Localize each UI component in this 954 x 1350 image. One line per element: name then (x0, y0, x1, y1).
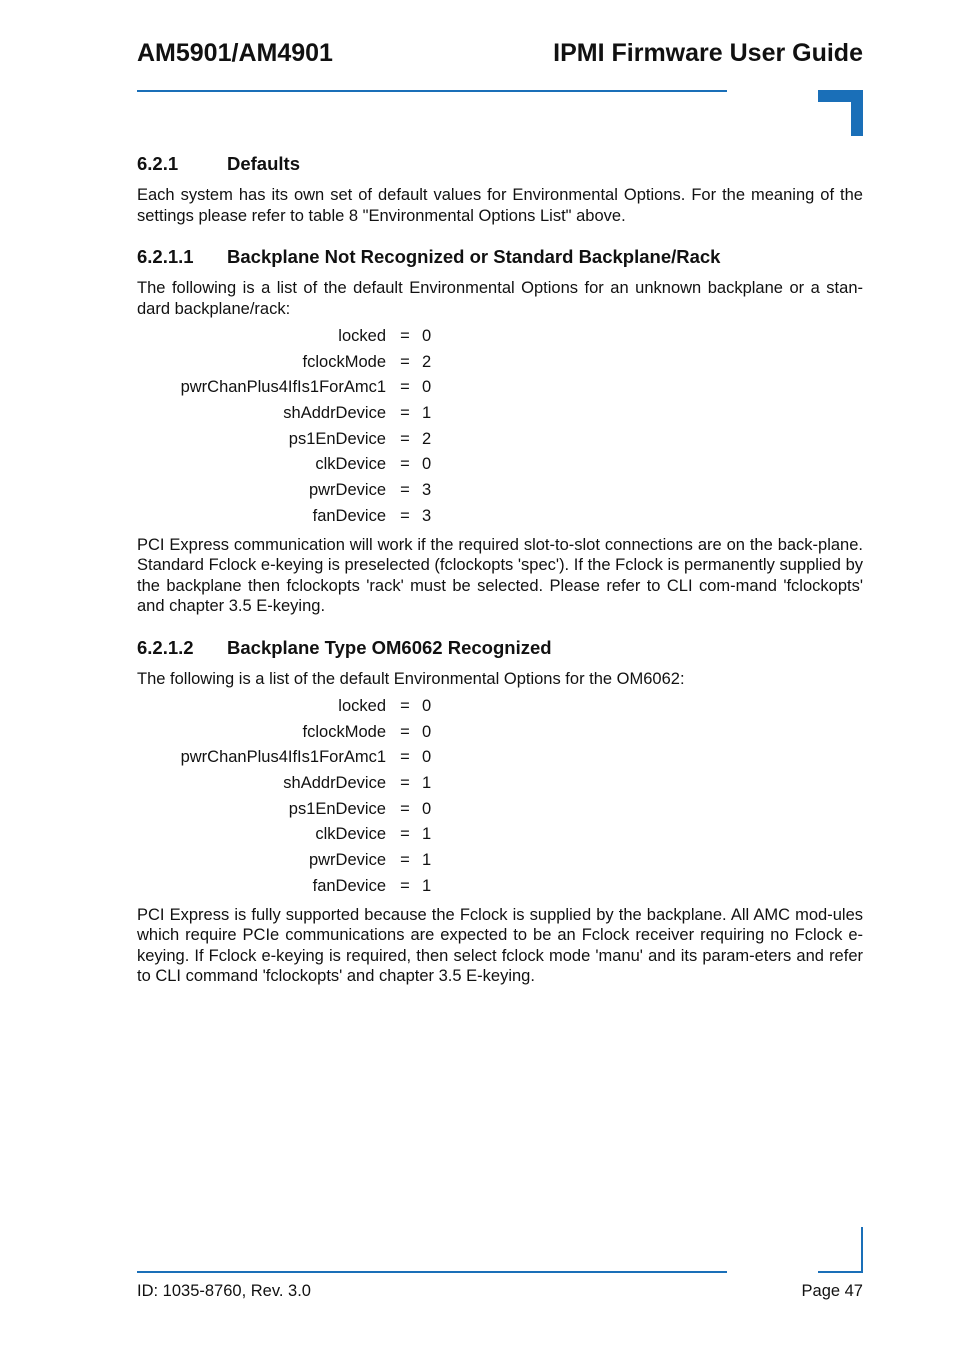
option-equals: = (400, 876, 410, 895)
header-guide-title: IPMI Firmware User Guide (553, 39, 863, 67)
option-value: 1 (422, 876, 432, 895)
option-equals: = (400, 352, 410, 371)
option-value: 0 (422, 722, 432, 741)
option-key: fanDevice (312, 506, 386, 525)
option-equals: = (400, 697, 410, 715)
section-title: Backplane Type OM6062 Recognized (227, 636, 552, 658)
footer-page-number: Page 47 (801, 1282, 863, 1300)
footer-corner-mark (818, 1227, 863, 1273)
option-row (137, 720, 863, 746)
option-key: clkDevice (315, 455, 386, 474)
option-key: fanDevice (312, 876, 386, 895)
option-key: ps1EnDevice (288, 429, 386, 448)
option-value: 1 (422, 774, 432, 793)
option-value: 2 (422, 429, 432, 448)
section-number: 6.2.1.2 (137, 636, 194, 658)
option-key: pwrDevice (308, 851, 386, 870)
option-value: 0 (422, 455, 432, 474)
pci-express-paragraph-standard: PCI Express communication will work if the required slot-to-slot connections are on the back-plane. Standard Fclock e-keying is preselected (fclockopts 'spec'). If the Fclock is permanently supplied by the backplane then fclockopts 'rack' must be selected. Please refer to CLI com-mand 'fclockopts' and chapter 3.5 E-keying. (137, 535, 863, 615)
header-rule (137, 90, 727, 92)
option-key: fclockMode (302, 352, 386, 371)
option-row (137, 401, 863, 427)
options-list-standard (137, 324, 863, 530)
option-key: shAddrDevice (283, 774, 386, 793)
option-key: pwrChanPlus4IfIs1ForAmc1 (180, 748, 386, 767)
option-equals: = (400, 851, 410, 870)
option-key: locked (338, 697, 386, 715)
option-equals: = (400, 506, 410, 525)
option-row (137, 452, 863, 478)
section-heading-6-2-1-2 (137, 636, 863, 660)
option-row (137, 745, 863, 771)
section-number: 6.2.1.1 (137, 246, 194, 267)
option-value: 3 (422, 506, 432, 525)
section-heading-6-2-1 (137, 152, 863, 176)
option-value: 0 (422, 327, 432, 345)
option-equals: = (400, 774, 410, 793)
option-value: 1 (422, 825, 432, 844)
option-row (137, 822, 863, 848)
option-equals: = (400, 799, 410, 818)
option-row (137, 504, 863, 530)
option-equals: = (400, 481, 410, 500)
option-equals: = (400, 429, 410, 448)
option-row (137, 375, 863, 401)
option-equals: = (400, 378, 410, 397)
option-value: 2 (422, 352, 432, 371)
option-value: 1 (422, 404, 432, 423)
section-heading-6-2-1-1 (137, 245, 863, 269)
option-row (137, 848, 863, 874)
option-value: 3 (422, 481, 432, 500)
option-equals: = (400, 404, 410, 423)
page-body (137, 152, 863, 987)
intro-paragraph-om6062: The following is a list of the default Environmental Options for the OM6062: (137, 669, 685, 688)
option-key: pwrDevice (308, 481, 386, 500)
option-row (137, 771, 863, 797)
footer-rule (137, 1271, 727, 1273)
option-equals: = (400, 722, 410, 741)
option-value: 0 (422, 799, 432, 818)
option-key: pwrChanPlus4IfIs1ForAmc1 (180, 378, 386, 397)
option-equals: = (400, 748, 410, 767)
pci-express-paragraph-om6062: PCI Express is fully supported because the Fclock is supplied by the backplane. All AMC mod-ules which require PCIe communications are expected to be an Fclock receiver requiring no Fclock e-keying. If Fclock e-keying is required, then select fclock mode 'manu' and its param-eters and refer to CLI command 'fclockopts' and chapter 3.5 E-keying. (137, 905, 863, 985)
header-product-title: AM5901/AM4901 (137, 39, 333, 67)
option-key: clkDevice (315, 825, 386, 844)
section-number: 6.2.1 (137, 153, 179, 174)
option-row (137, 874, 863, 900)
header-corner-mark (818, 90, 863, 136)
option-key: locked (338, 327, 386, 345)
section-title: Backplane Not Recognized or Standard Backplane/Rack (227, 246, 721, 267)
option-key: shAddrDevice (283, 404, 386, 423)
option-row (137, 324, 863, 350)
option-value: 0 (422, 378, 432, 397)
option-equals: = (400, 327, 410, 345)
option-value: 0 (422, 748, 432, 767)
options-list-om6062 (137, 694, 863, 900)
defaults-paragraph: Each system has its own set of default values for Environmental Options. For the meaning of the settings please refer to table 8 "Environmental Options List" above. (137, 186, 863, 225)
option-equals: = (400, 455, 410, 474)
option-row (137, 350, 863, 376)
option-row (137, 478, 863, 504)
option-equals: = (400, 825, 410, 844)
option-key: fclockMode (302, 722, 386, 741)
option-row (137, 797, 863, 823)
option-key: ps1EnDevice (288, 799, 386, 818)
intro-paragraph-standard: The following is a list of the default Environmental Options for an unknown backplane or a stan-dard backplane/rack: (137, 279, 863, 318)
section-title: Defaults (227, 153, 300, 174)
option-row (137, 427, 863, 453)
option-value: 1 (422, 851, 432, 870)
option-row (137, 694, 863, 720)
footer-document-id: ID: 1035-8760, Rev. 3.0 (137, 1282, 311, 1300)
option-value: 0 (422, 697, 432, 715)
